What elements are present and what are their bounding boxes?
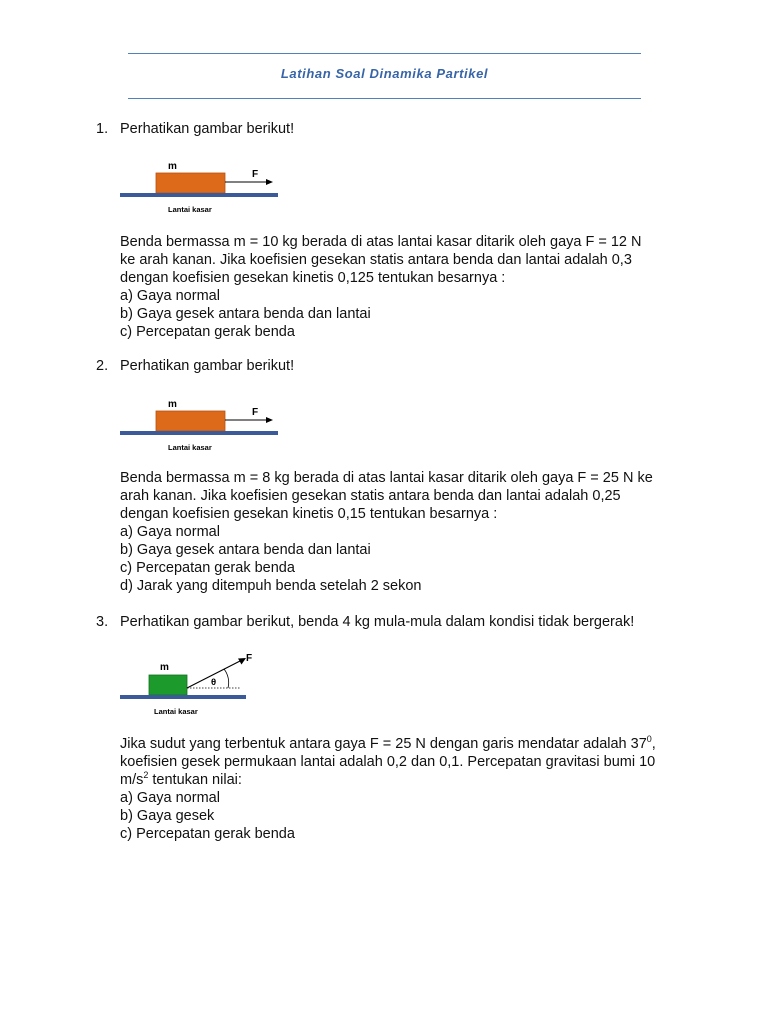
mass-label: m: [168, 399, 177, 410]
force-label: F: [246, 653, 253, 664]
question-2-line: arah kanan. Jika koefisien gesekan statis antara benda dan lantai adalah 0,25: [120, 488, 621, 504]
question-2-item: d) Jarak yang ditempuh benda setelah 2 sekon: [120, 578, 422, 594]
degree-superscript: 0: [646, 734, 652, 745]
angle-arc: [224, 669, 229, 688]
question-1-item: b) Gaya gesek antara benda dan lantai: [120, 306, 371, 322]
question-2-prompt: Perhatikan gambar berikut!: [120, 358, 295, 374]
question-3-line-3-end: tentukan nilai:: [148, 772, 242, 788]
block-mass: [156, 411, 225, 431]
figure-3-inclined-force-diagram: [118, 648, 253, 718]
block-mass: [149, 675, 187, 695]
question-1-body: [120, 233, 710, 341]
question-2-body: [120, 469, 710, 595]
question-3-body: [120, 735, 710, 843]
question-3-line-1-end: ,: [651, 736, 656, 752]
floor-surface: [120, 695, 246, 699]
question-1-line: ke arah kanan. Jika koefisien gesekan statis antara benda dan lantai adalah 0,3: [120, 252, 632, 268]
question-2-item: a) Gaya normal: [120, 524, 220, 540]
floor-label: Lantai kasar: [168, 443, 212, 452]
header-bottom-rule: [128, 98, 641, 99]
floor-label: Lantai kasar: [168, 205, 212, 214]
figure-1-block-diagram: [118, 155, 288, 217]
question-3-line-1: [120, 735, 710, 753]
floor-surface: [120, 431, 278, 435]
squared-superscript: 2: [143, 770, 149, 781]
force-arrow-head: [266, 179, 273, 185]
force-arrow-head: [266, 417, 273, 423]
force-label: F: [252, 407, 259, 418]
mass-label: m: [168, 161, 177, 172]
question-2-number: 2.: [96, 358, 109, 374]
force-label: F: [252, 169, 259, 180]
question-2-item: c) Percepatan gerak benda: [120, 560, 295, 576]
question-2-line: Benda bermassa m = 8 kg berada di atas lantai kasar ditarik oleh gaya F = 25 N ke: [120, 470, 653, 486]
question-3-item: a) Gaya normal: [120, 790, 220, 806]
question-1-prompt: Perhatikan gambar berikut!: [120, 121, 295, 137]
question-3-line-1-text: Jika sudut yang terbentuk antara gaya F = 25 N dengan garis mendatar adalah 37: [120, 736, 647, 752]
question-1-item: a) Gaya normal: [120, 288, 220, 304]
question-3-item: c) Percepatan gerak benda: [120, 826, 295, 842]
mass-label: m: [160, 662, 169, 673]
question-3-item: b) Gaya gesek: [120, 808, 215, 824]
question-2-line: dengan koefisien gesekan kinetis 0,15 tentukan besarnya :: [120, 506, 498, 522]
angle-label: θ: [211, 677, 217, 688]
question-1-number: 1.: [96, 121, 109, 137]
question-1-item: c) Percepatan gerak benda: [120, 324, 295, 340]
question-3-line-2: koefisien gesek permukaan lantai adalah 0,2 dan 0,1. Percepatan gravitasi bumi 10: [120, 754, 656, 770]
question-3-unit-text: m/s: [120, 772, 144, 788]
floor-label: Lantai kasar: [154, 707, 198, 716]
block-mass: [156, 173, 225, 193]
question-1-line: dengan koefisien gesekan kinetis 0,125 tentukan besarnya :: [120, 270, 506, 286]
question-2-item: b) Gaya gesek antara benda dan lantai: [120, 542, 371, 558]
question-3-line-3: [120, 771, 710, 789]
question-3-number: 3.: [96, 614, 109, 630]
floor-surface: [120, 193, 278, 197]
question-1-line: Benda bermassa m = 10 kg berada di atas lantai kasar ditarik oleh gaya F = 12 N: [120, 234, 642, 250]
page-title: Latihan Soal Dinamika Partikel: [280, 66, 489, 81]
question-3-prompt: Perhatikan gambar berikut, benda 4 kg mula-mula dalam kondisi tidak bergerak!: [120, 614, 635, 630]
figure-2-block-diagram: [118, 393, 288, 455]
header-top-rule: [128, 53, 641, 54]
